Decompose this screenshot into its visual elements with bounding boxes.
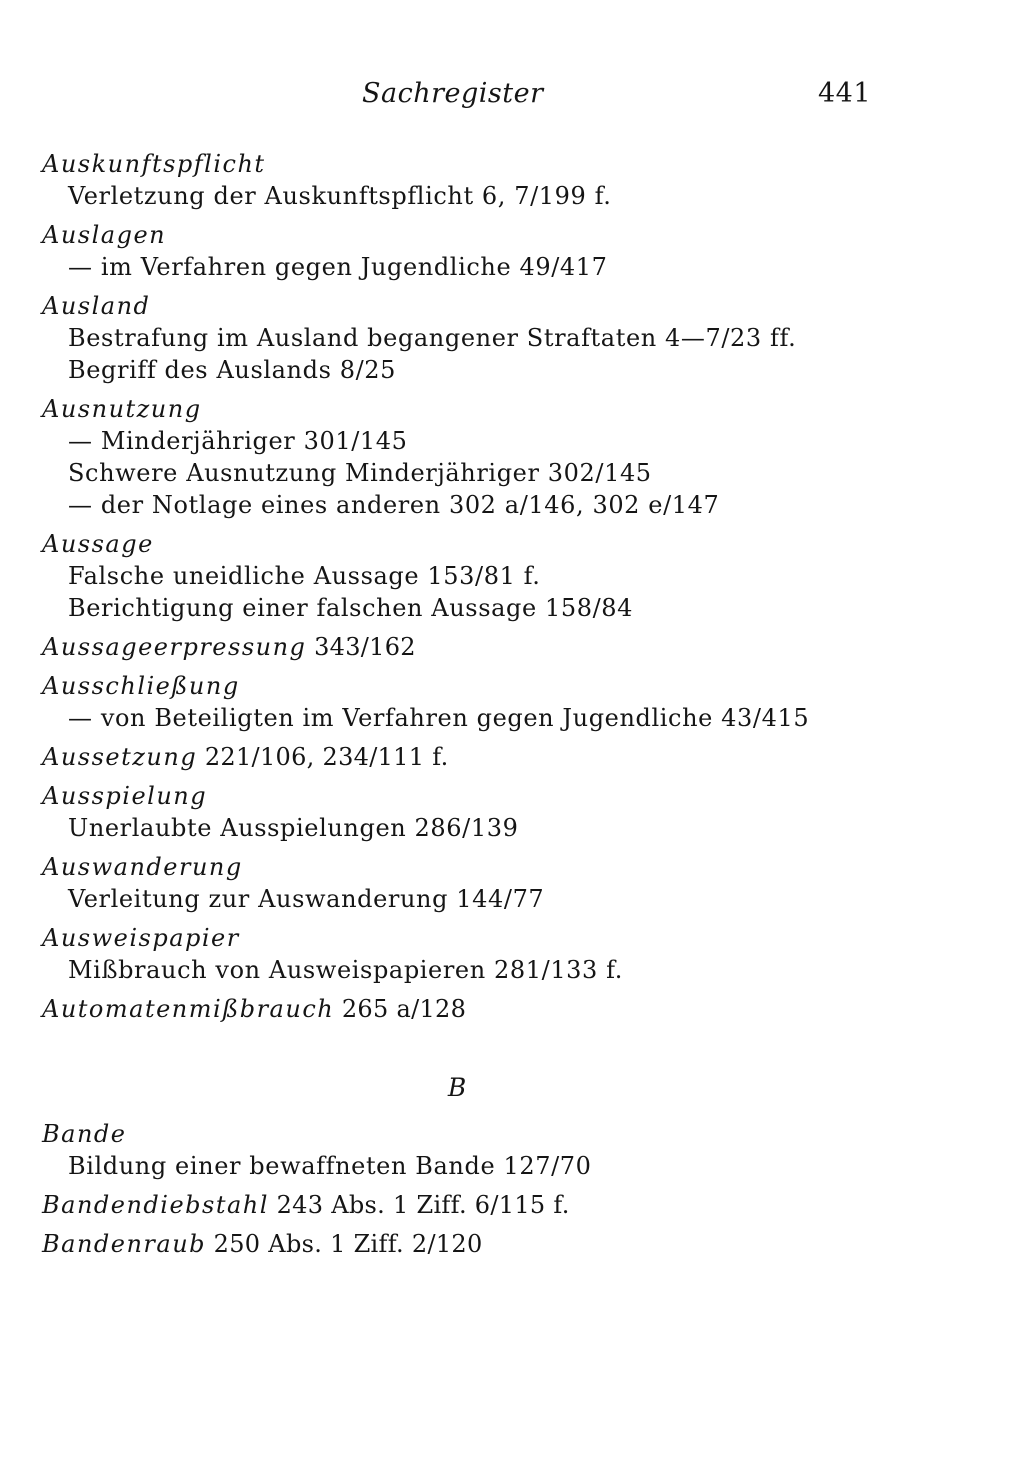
- index-section-a: [42, 148, 1002, 1025]
- index-entry: [42, 148, 1002, 212]
- index-entry: [42, 993, 1002, 1025]
- index-subentry: Schwere Ausnutzung Minderjähriger 302/145: [68, 459, 652, 487]
- index-term: Automatenmißbrauch: [42, 995, 335, 1023]
- index-entry: [42, 1228, 1002, 1260]
- index-term: Auskunftspflicht: [42, 150, 266, 178]
- index-subentry: — Minderjähriger 301/145: [68, 427, 408, 455]
- index-entry-head: [42, 393, 1002, 425]
- index-section-b: [42, 1118, 1002, 1260]
- index-entry: [42, 1118, 1002, 1182]
- index-entry-head: [42, 528, 1002, 560]
- index-term: Ausnutzung: [42, 395, 202, 423]
- index-entry: [42, 670, 1002, 734]
- index-entry: [42, 290, 1002, 386]
- index-entry-head: [42, 1189, 1002, 1221]
- index-entry-head: [42, 851, 1002, 883]
- index-term: Auswanderung: [42, 853, 243, 881]
- index-subentry: Verletzung der Auskunftspflicht 6, 7/199 f.: [68, 182, 612, 210]
- page-number: 441: [818, 78, 872, 109]
- index-term: Aussetzung: [42, 743, 198, 771]
- index-reference: 221/106, 234/111 f.: [204, 743, 449, 771]
- index-reference: 250 Abs. 1 Ziff. 2/120: [213, 1230, 483, 1258]
- running-head-title: Sachregister: [362, 78, 544, 109]
- index-entry-head: [42, 922, 1002, 954]
- index-entry: [42, 631, 1002, 663]
- index-reference: 243 Abs. 1 Ziff. 6/115 f.: [276, 1191, 570, 1219]
- index-entry-head: [42, 219, 1002, 251]
- index-term: Aussageerpressung: [42, 633, 307, 661]
- index-entry-head: [42, 631, 1002, 663]
- index-entry-head: [42, 670, 1002, 702]
- index-subentry: Berichtigung einer falschen Aussage 158/84: [68, 594, 634, 622]
- index-term: Ausschließung: [42, 672, 240, 700]
- index-entry: [42, 528, 1002, 624]
- index-subentry: Bestrafung im Ausland begangener Straftaten 4—7/23 ff.: [68, 324, 797, 352]
- section-letter-b: B: [447, 1073, 467, 1102]
- index-term: Ausweispapier: [42, 924, 240, 952]
- index-subentry: Unerlaubte Ausspielungen 286/139: [68, 814, 519, 842]
- index-entry: [42, 741, 1002, 773]
- index-entry: [42, 780, 1002, 844]
- index-term: Auslagen: [42, 221, 167, 249]
- index-entry-head: [42, 780, 1002, 812]
- index-term: Bandenraub: [42, 1230, 207, 1258]
- index-subentry: — von Beteiligten im Verfahren gegen Jugendliche 43/415: [68, 704, 810, 732]
- index-term: Ausspielung: [42, 782, 208, 810]
- index-term: Bandendiebstahl: [42, 1191, 269, 1219]
- index-entry-head: [42, 1228, 1002, 1260]
- index-subentry: Mißbrauch von Ausweispapieren 281/133 f.: [68, 956, 624, 984]
- index-subentry: — der Notlage eines anderen 302 a/146, 302 e/147: [68, 491, 720, 519]
- index-entry: [42, 219, 1002, 283]
- index-entry-head: [42, 993, 1002, 1025]
- index-entry-head: [42, 148, 1002, 180]
- index-subentry: Begriff des Auslands 8/25: [68, 356, 397, 384]
- index-entry: [42, 851, 1002, 915]
- index-subentry: Falsche uneidliche Aussage 153/81 f.: [68, 562, 541, 590]
- index-subentry: — im Verfahren gegen Jugendliche 49/417: [68, 253, 608, 281]
- index-subentry: Verleitung zur Auswanderung 144/77: [68, 885, 545, 913]
- index-entry: [42, 1189, 1002, 1221]
- index-entry-head: [42, 1118, 1002, 1150]
- index-entries: [42, 148, 1002, 1267]
- index-entry: [42, 393, 1002, 521]
- index-subentry: Bildung einer bewaffneten Bande 127/70: [68, 1152, 592, 1180]
- index-term: Aussage: [42, 530, 154, 558]
- index-term: Bande: [42, 1120, 127, 1148]
- index-reference: 265 a/128: [341, 995, 467, 1023]
- index-reference: 343/162: [314, 633, 416, 661]
- index-entry: [42, 922, 1002, 986]
- index-entry-head: [42, 290, 1002, 322]
- index-term: Ausland: [42, 292, 151, 320]
- index-entry-head: [42, 741, 1002, 773]
